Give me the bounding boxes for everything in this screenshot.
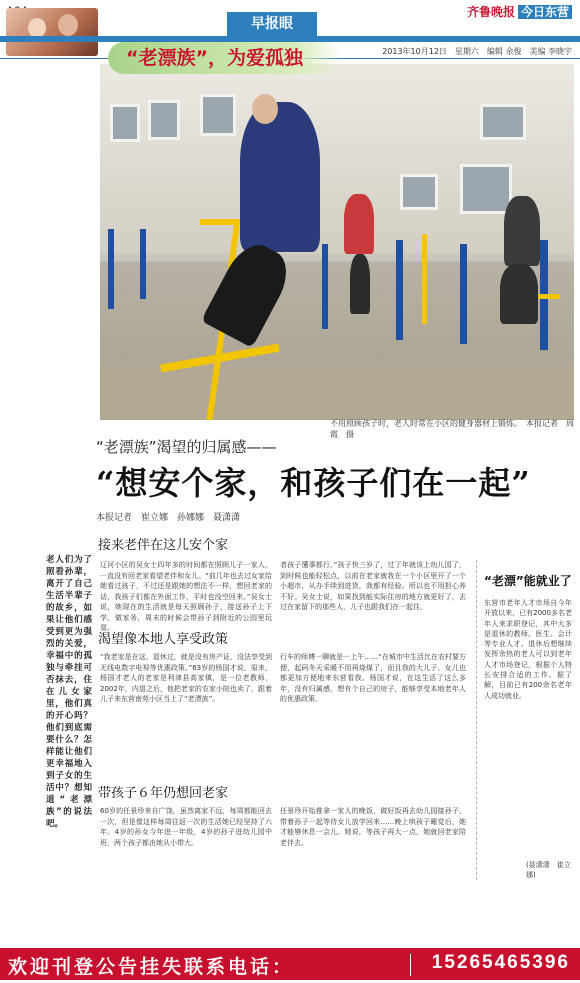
article-kicker: “老漂族”渴望的归属感—— — [96, 438, 277, 456]
masthead — [467, 3, 572, 20]
sidebar-signature: (聂潇潇 崔立娜) — [526, 861, 571, 879]
banner-slogan: “老漂族”，为爱孤独 — [108, 42, 342, 74]
masthead-title: 齐鲁晚报 — [466, 5, 515, 19]
byline: 本报记者 崔立娜 孙娜娜 聂潇潇 — [96, 513, 241, 523]
hero-photo — [100, 64, 574, 420]
article-title: “想安个家，和孩子们在一起” — [96, 464, 531, 502]
banner-photo — [6, 8, 98, 56]
footer-divider — [410, 954, 411, 976]
sidebar-title: “老漂”能就业了 — [484, 574, 572, 588]
footer-ad-text: 欢迎刊登公告挂失联系电话： — [8, 957, 295, 978]
body-text: 者孩子懂事都行，”孩子快三岁了，过了年就该上幼儿园了，到时候也能轻松点，以前在老家就我在一个小区里开了一个小超市，从办手续到进货，我都有经验。所以也不用担心养不好。吴女士说，如果找到能实际住房的地方就更好了，去过在家留下的那些人，儿子也跟我们在一起住。 — [280, 561, 466, 611]
section-tag: 早报眼 — [227, 12, 317, 36]
footer-phone: 15265465396 — [431, 952, 570, 973]
body-text: 任景珍开始推拿一家人的晚饭，做好饭再去幼儿园接孙子，带着孙子一起等待女儿放学回来……晚上哄孩子睡觉后，她才能够休息一会儿。她说，等孩子再大一点，她就回老家陪老伴去。 — [280, 807, 466, 847]
body-text: 60岁的任景珍来自广饶，虽然离家不远，每周都能回去一次，但是像这样每周往返一次的生活她已经坚持了六年。4岁的孙女今年进一年级，4岁的孙子进幼儿园中班，两个孩子都由她从小带大。 — [100, 807, 272, 847]
issue-meta: 2013年10月12日 星期六 编辑 余俊 美编 李晓宇 — [382, 47, 572, 56]
photo-caption: 不用照顾孩子时，老人时常在小区的健身器材上锻炼。 本报记者 周霞 摄 — [330, 419, 574, 439]
sidebar-body: 东营市老年人才市场自今年开放以来，已有2000多名老年人来求职登记，其中大多是退休的教师、医生、会计等专业人才。退休后想继续发挥余热的老人可以到老年人才市场登记，根据个人特长安排合适的工作。据了解，目前已有200余名老年人成功就业。 — [484, 599, 572, 700]
body-text: “我老家是在这，退休过，就是没有房产证，没法享受到无线电数字电视等优惠政策。”63岁的杨国才说，原来，杨国才老人的老家是利津县高家镇，是一位老教师，2002年，内退之后，他把老家的农家小院也卖了，跟着儿子来东营南苑小区当上了“老漂族”。 — [100, 653, 272, 703]
body-text: 辽河小区的吴女士四年多的时间都在照顾儿子一家人，一直没有回老家看望老伴和女儿。“前几年也去过女家给她看过孩子，不过还是跟她的想法不一样，想回老家的话，我孩子们都在外面工作，平时也没空回来。”吴女士说，她现在的生活就是每天照顾孙子，接送孙子上下学，做家务，周末的时候会带孙子到附近的公园里玩耍。 — [100, 561, 272, 632]
section-heading: 接来老伴在这儿安个家 — [98, 538, 229, 553]
edition-label: 今日东营 — [518, 5, 572, 19]
intro-column: 老人们为了照看孙辈，离开了自己生活半辈子的故乡，如果让他们感受到更为强烈的关爱，幸福中的孤独与牵挂可否抹去，住在儿女家里，他们真的开心吗？他们到底需要什么？怎样能让他们更幸福地入到子女的生活中？想知道“老漂族”的说法吧。 — [46, 555, 92, 829]
body-text: 行车的师傅一聊就是一上午……“在城市中生活比在农村要方便，起码冬天采暖不用再烧煤了，而且我的大儿子、女儿也都更加方便地来东营看我。杨国才说，在这生活了这么多年，没有归属感，想有个自己的房子，能够享受本地老年人的优惠政策。 — [280, 653, 466, 703]
section-heading: 渴望像本地人享受政策 — [98, 632, 229, 647]
section-heading: 带孩子６年仍想回老家 — [98, 786, 229, 801]
